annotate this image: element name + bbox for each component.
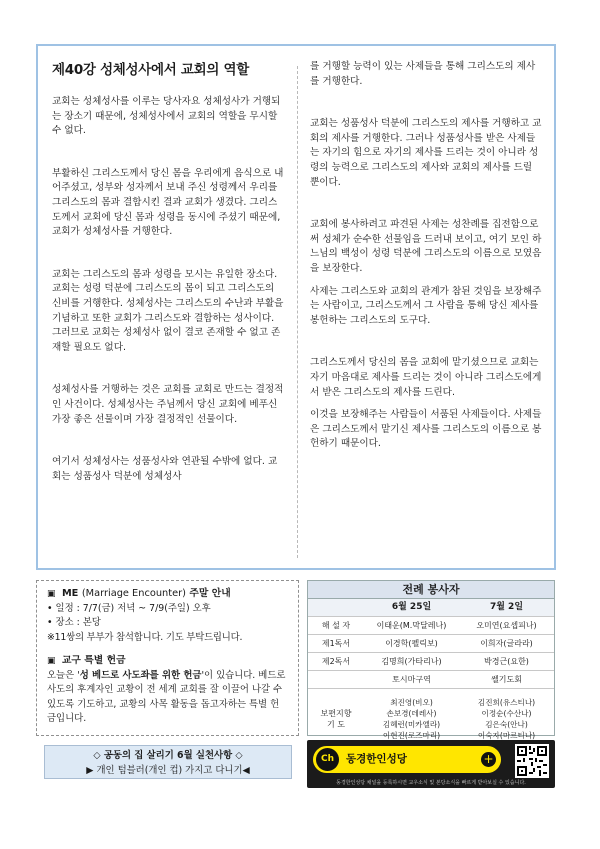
- article-paragraph: 여기서 성체성사는 성품성사와 연관될 수밖에 없다. 교회는 성품성사 덕분에 성체성사: [52, 456, 278, 482]
- group-name: 토시마구역: [364, 671, 459, 689]
- me-title-suffix: 주말 안내: [189, 588, 231, 599]
- article-left-column: [52, 60, 284, 484]
- table-cell: 김명희(가타리나): [364, 653, 459, 671]
- table-row: [308, 617, 554, 635]
- me-place: • 장소 : 본당: [47, 617, 101, 628]
- article-paragraph: 이것을 보장해주는 사람들이 서품된 사제들이다. 사제들은 그리스도께서 맡기신 제사를 그리스도의 이름으로 봉헌하기 때문이다.: [310, 409, 542, 450]
- channel-name: 동경한인성당: [346, 753, 407, 765]
- article-paragraph: 를 거행할 능력이 있는 사제들을 통해 그리스도의 제사를 거행한다.: [310, 61, 536, 87]
- environment-box: [44, 745, 292, 779]
- collection-text: 오늘은 '성 베드로 사도좌를 위한 헌금'이 있습니다. 베드로 사도의 후계자인 교황이 전 세계 교회를 잘 이끌어 나갈 수 있도록 기도하고, 교황의 사목 활동을 돕고자하는 특별 헌금입니다.: [47, 669, 286, 724]
- me-title-light: (Marriage Encounter): [81, 588, 186, 599]
- servers-header-row: [308, 599, 554, 617]
- collection-name: 성 베드로 사도좌를 위한 헌금: [79, 669, 202, 681]
- article-box: [36, 44, 556, 570]
- row-label: 해 설 자: [308, 617, 364, 635]
- article-paragraph: 교회는 성품성사 덕분에 그리스도의 제사를 거행하고 교회의 제사를 거행한다. 그러나 성품성사를 받은 사제들는 자기의 힘으로 자기의 제사를 드리는 것이 아니라 성령의 능력으로 그리스도의 제사와 교회의 제사를 드릴 뿐이다.: [310, 118, 542, 188]
- group-name: 쎌기도회: [459, 671, 554, 689]
- channel-caption: 동경한인성당 채널을 등록하시면 교우소식 및 본당소식을 빠르게 받아보실 수 있습니다.: [336, 780, 526, 786]
- kakao-channel-banner[interactable]: [307, 740, 555, 788]
- table-row: [308, 653, 554, 671]
- me-schedule: • 일정 : 7/7(금) 저녁 ~ 7/9(주일) 오후: [47, 602, 211, 614]
- article-paragraph: 그리스도께서 당신의 몸을 교회에 맡기셨으므로 교회는 자기 마음대로 제사를 드리는 것이 아니라 그리스도에게서 받은 그리스도의 제사를 드린다.: [310, 357, 542, 398]
- table-row: [308, 635, 554, 653]
- table-cell: 이태운(M.막달레나): [364, 617, 459, 635]
- article-paragraph: 성체성사를 거행하는 것은 교회를 교회로 만드는 결정적인 사건이다. 성체성사는 주님께서 당신 교회에 베푸신 가장 좋은 선물이며 가장 결정적인 선물이다.: [52, 384, 284, 425]
- qr-code-icon: [515, 744, 549, 778]
- article-paragraph: 교회는 성체성사를 이루는 당사자요 성체성사가 거행되는 장소기 때문에, 성체성사에서 교회의 역할을 무시할 수 없다.: [52, 96, 281, 137]
- square-bullet-icon: ▣: [47, 589, 56, 599]
- article-paragraph: 교회는 그리스도의 몸과 성령을 모시는 유일한 장소다. 교회는 성령 덕분에 그리스도의 몸이 되고 그리스도의 신비를 거행한다. 성체성사는 그리스도의 수난과 부활을 기념하고 또한 교회가 그리스도와 결합하는 성사이다. 그러므로 교회는 성체성사 없이 결코 존재할 수 없고 존재할 필요도 없다.: [52, 268, 284, 353]
- article-paragraph: 교회에 봉사하려고 파견된 사제는 성찬례를 집전함으로써 성체가 순수한 선물임을 드러내 보이고, 여기 모인 하느님의 백성이 성령 덕분에 그리스도의 이름으로 모였음을 보장한다.: [310, 219, 542, 274]
- square-bullet-icon: ▣: [47, 656, 56, 666]
- table-cell: 오미연(요셉피나): [459, 617, 554, 635]
- table-cell: 김진희(유스티나) 이정순(수산나) 김은숙(안나) 이숙자(마르티나): [477, 698, 536, 740]
- kakao-channel-icon: Ch: [316, 748, 339, 771]
- table-cell: 이경학(펠릭보): [364, 635, 459, 653]
- environment-action: ▶ 개인 텀블러(개인 컵) 가지고 다니기◀: [86, 765, 250, 776]
- article-paragraph: 부활하신 그리스도께서 당신 몸을 우리에게 음식으로 내어주셨고, 성부와 성자께서 보내 주신 성령께서 우리를 그리스도의 몸과 결합시킨 결과 교회가 생겼다. 그리스도께서 교회에 당신 몸과 성령을 동시에 주셨기 때문에, 교회가 성체성사를 거행한다.: [52, 167, 284, 238]
- table-cell: 박경근(요한): [459, 653, 554, 671]
- article-right-column: [310, 60, 542, 452]
- notices-box: [36, 580, 299, 736]
- row-label: 제2독서: [308, 653, 364, 671]
- article-paragraph: 사제는 그리스도와 교회의 관계가 참된 것임을 보장해주는 사람이고, 그리스도께서 그 사람을 통해 당신 제사를 봉헌하는 그리스도의 도구다.: [310, 285, 542, 326]
- liturgy-servers-table: [307, 580, 555, 740]
- collection-title: 교구 특별 헌금: [61, 655, 126, 666]
- table-cell: 이희자(글라라): [459, 635, 554, 653]
- column-divider: [297, 66, 298, 558]
- servers-date-2: 7월 2일: [459, 599, 554, 617]
- article-title: 제40강 성체성사에서 교회의 역할: [52, 62, 250, 78]
- servers-title: 전례 봉사자: [308, 581, 554, 599]
- me-note: ※11쌍의 부부가 참석합니다. 기도 부탁드립니다.: [47, 631, 243, 643]
- environment-title: ◇ 공동의 집 살리기 6월 실천사항 ◇: [93, 750, 243, 761]
- row-label: 제1독서: [308, 635, 364, 653]
- me-title-bold: ME: [61, 588, 79, 599]
- table-row: [308, 671, 554, 689]
- me-heading: [47, 587, 288, 602]
- table-cell: 최진영(비오) 손보경(데레사) 김혜런(미카엘라) 이현진(로즈마리): [382, 698, 441, 740]
- servers-date-1: 6월 25일: [364, 599, 459, 617]
- add-channel-icon[interactable]: +: [481, 752, 496, 767]
- row-label: 보편지향 기 도: [320, 709, 352, 729]
- collection-heading: [47, 654, 288, 669]
- channel-pill[interactable]: [313, 746, 501, 773]
